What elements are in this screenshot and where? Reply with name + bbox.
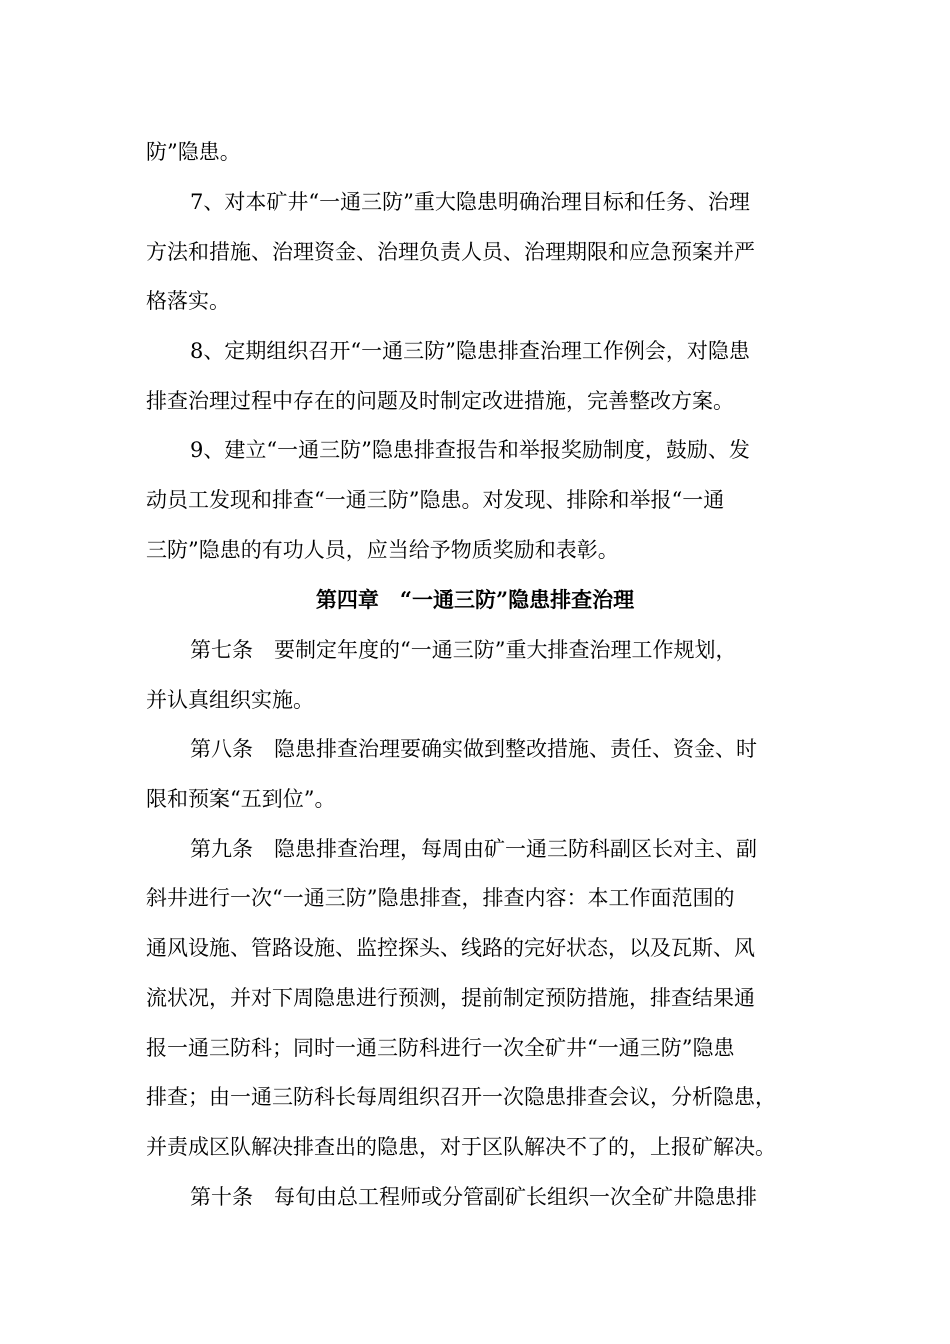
text-line: 7、对本矿井“一通三防”重大隐患明确治理目标和任务、治理 (190, 190, 750, 214)
text-line: 第九条 隐患排查治理，每周由矿一通三防科副区长对主、副 (190, 837, 757, 861)
text-line: 流状况，并对下周隐患进行预测，提前制定预防措施，排查结果通 (146, 986, 755, 1010)
text-line: 防”隐患。 (146, 140, 241, 164)
text-line: 报一通三防科；同时一通三防科进行一次全矿井“一通三防”隐患 (146, 1036, 735, 1060)
text-line: 第八条 隐患排查治理要确实做到整改措施、责任、资金、时 (190, 737, 757, 761)
text-line: 9、建立“一通三防”隐患排查报告和举报奖励制度，鼓励、发 (190, 438, 750, 462)
text-line: 第十条 每旬由总工程师或分管副矿长组织一次全矿井隐患排 (190, 1185, 757, 1209)
text-line: 排查治理过程中存在的问题及时制定改进措施，完善整改方案。 (146, 389, 734, 413)
text-line: 方法和措施、治理资金、治理负责人员、治理期限和应急预案并严 (146, 240, 755, 264)
text-line: 限和预案“五到位”。 (146, 787, 336, 811)
text-line: 通风设施、管路设施、监控探头、线路的完好状态，以及瓦斯、风 (146, 936, 755, 960)
chapter-heading: 第四章 “一通三防”隐患排查治理 (315, 587, 635, 612)
text-line: 格落实。 (146, 289, 230, 313)
text-line: 第七条 要制定年度的“一通三防”重大排查治理工作规划， (190, 638, 737, 662)
text-line: 三防”隐患的有功人员，应当给予物质奖励和表彰。 (146, 538, 619, 562)
text-line: 排查；由一通三防科长每周组织召开一次隐患排查会议，分析隐患， (146, 1085, 776, 1109)
text-line: 并责成区队解决排查出的隐患，对于区队解决不了的，上报矿解决。 (146, 1135, 776, 1159)
text-line: 并认真组织实施。 (146, 688, 314, 712)
text-line: 动员工发现和排查“一通三防”隐患。对发现、排除和举报“一通 (146, 488, 725, 512)
text-line: 斜井进行一次“一通三防”隐患排查，排查内容：本工作面范围的 (146, 886, 735, 910)
text-line: 8、定期组织召开“一通三防”隐患排查治理工作例会，对隐患 (190, 339, 750, 363)
